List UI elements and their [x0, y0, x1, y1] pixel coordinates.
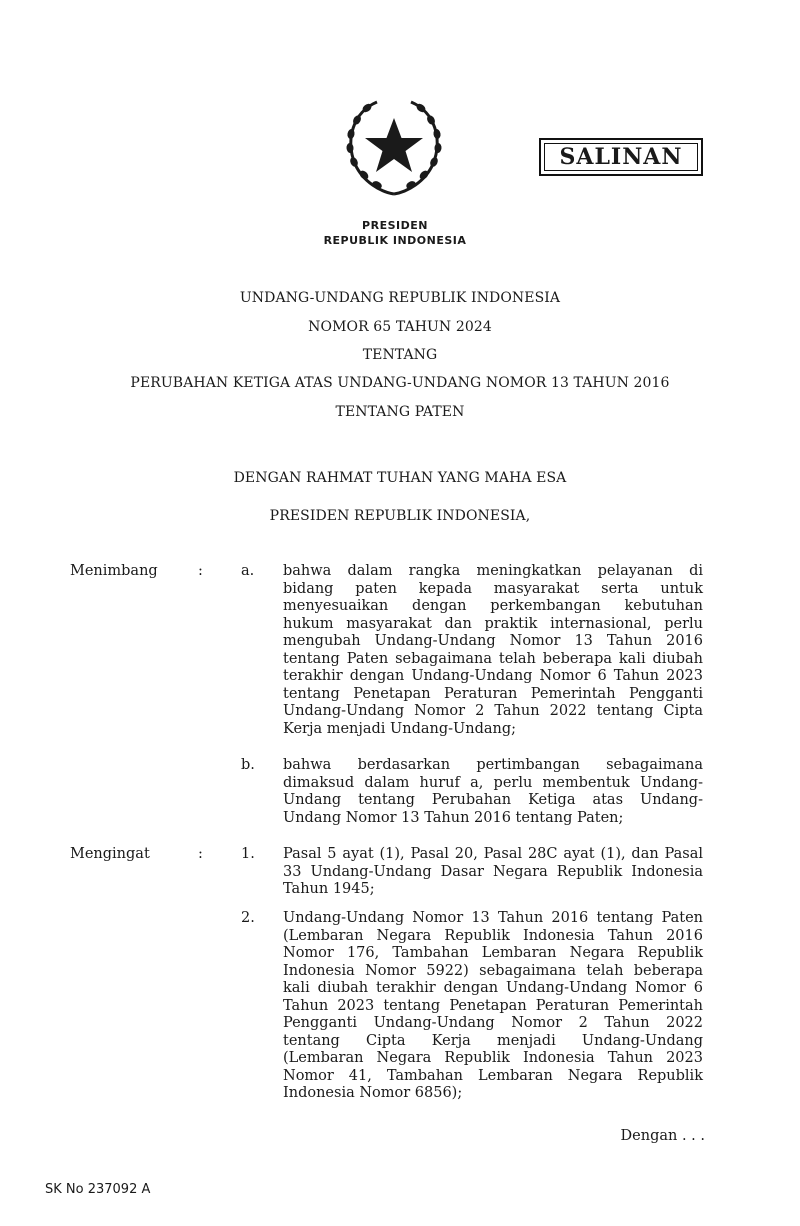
text-line: Indonesia Nomor 6856); — [283, 1085, 463, 1101]
text-line: tentang Paten sebagaimana telah beberapa kali diubah — [283, 650, 703, 667]
text-line: Nomor 41, Tambahan Lembaran Negara Republik — [283, 1067, 703, 1084]
issuer-line-1: PRESIDEN — [362, 219, 428, 232]
text-line: Undang-Undang Nomor 2 Tahun 2022 tentang Cipta — [283, 703, 703, 719]
stamp-label: SALINAN — [559, 144, 683, 170]
text-line: Tahun 2023 tentang Penetapan Peraturan Pemerintah — [283, 997, 703, 1014]
text-line: hukum masyarakat dan praktik internasional, perlu — [283, 615, 703, 632]
state-emblem-icon — [337, 90, 451, 202]
menimbang-item-b-marker: b. — [241, 757, 255, 773]
text-line: Indonesia Nomor 5922) sebagaimana telah beberapa — [283, 962, 703, 979]
mengingat-colon: : — [198, 846, 203, 862]
menimbang-item-a-marker: a. — [241, 563, 255, 579]
text-line: Nomor 176, Tambahan Lembaran Negara Republik — [283, 945, 703, 961]
text-line: Kerja menjadi Undang-Undang; — [283, 720, 517, 737]
text-line: tentang Cipta Kerja menjadi Undang-Undang — [283, 1032, 703, 1049]
page-continuation: Dengan . . . — [620, 1128, 705, 1144]
text-line: dimaksud dalam huruf a, perlu membentuk Undang- — [283, 774, 703, 791]
text-line: Tahun 1945; — [283, 881, 375, 897]
menimbang-item-b — [283, 757, 703, 827]
mengingat-item-2 — [283, 910, 703, 1103]
issuer-line-2: REPUBLIK INDONESIA — [323, 234, 467, 247]
menimbang-colon: : — [198, 563, 203, 579]
text-line: terakhir dengan Undang-Undang Nomor 6 Tahun 2023 — [283, 668, 703, 684]
mengingat-item-1-marker: 1. — [241, 846, 255, 862]
text-line: bahwa berdasarkan pertimbangan sebagaimana — [283, 757, 703, 773]
title-line-3: TENTANG — [362, 347, 438, 363]
text-line: Undang-Undang Nomor 13 Tahun 2016 tentang Paten — [283, 910, 703, 926]
title-line-5: TENTANG PATEN — [335, 404, 465, 420]
invocation: DENGAN RAHMAT TUHAN YANG MAHA ESA — [233, 470, 567, 486]
text-line: (Lembaran Negara Republik Indonesia Tahun 2016 — [283, 927, 703, 944]
menimbang-label: Menimbang — [70, 563, 158, 579]
enactor: PRESIDEN REPUBLIK INDONESIA, — [269, 508, 531, 524]
text-line: 33 Undang-Undang Dasar Negara Republik Indonesia — [283, 863, 703, 880]
mengingat-item-2-marker: 2. — [241, 910, 255, 926]
title-line-2: NOMOR 65 TAHUN 2024 — [308, 319, 492, 335]
text-line: Undang Nomor 13 Tahun 2016 tentang Paten; — [283, 809, 624, 826]
text-line: bahwa dalam rangka meningkatkan pelayanan di — [283, 563, 703, 579]
text-line: Pengganti Undang-Undang Nomor 2 Tahun 2022 — [283, 1015, 703, 1031]
text-line: Pasal 5 ayat (1), Pasal 20, Pasal 28C ayat (1), dan Pasal — [283, 846, 703, 862]
mengingat-item-1 — [283, 846, 703, 899]
mengingat-label: Mengingat — [70, 846, 150, 862]
text-line: bidang paten kepada masyarakat serta untuk — [283, 580, 703, 597]
text-line: (Lembaran Negara Republik Indonesia Tahun 2023 — [283, 1050, 703, 1066]
menimbang-item-a — [283, 563, 703, 738]
document-code: SK No 237092 A — [45, 1182, 151, 1197]
text-line: Undang tentang Perubahan Ketiga atas Undang- — [283, 792, 703, 808]
text-line: menyesuaikan dengan perkembangan kebutuhan — [283, 598, 703, 614]
title-line-4: PERUBAHAN KETIGA ATAS UNDANG-UNDANG NOMOR 13 TAHUN 2016 — [130, 375, 670, 391]
salinan-stamp — [539, 138, 703, 176]
title-line-1: UNDANG-UNDANG REPUBLIK INDONESIA — [239, 290, 561, 306]
text-line: mengubah Undang-Undang Nomor 13 Tahun 2016 — [283, 633, 703, 649]
text-line: kali diubah terakhir dengan Undang-Undang Nomor 6 — [283, 980, 703, 996]
text-line: tentang Penetapan Peraturan Pemerintah Pengganti — [283, 685, 703, 702]
